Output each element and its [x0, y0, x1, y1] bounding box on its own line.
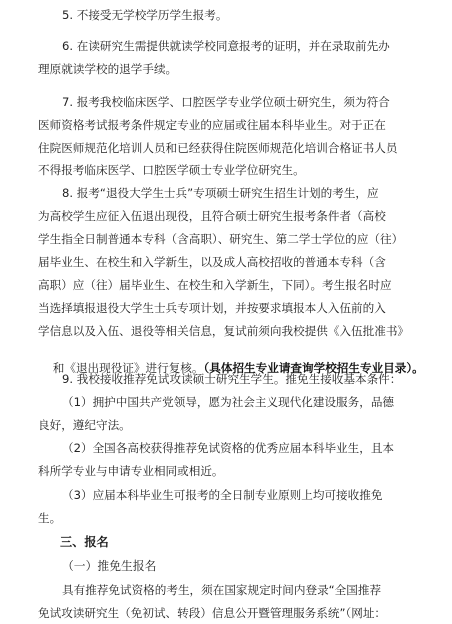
doc-line-12: 高职）应（往）届毕业生、在校生和入学新生，下同）。考生报名时应 [38, 278, 392, 292]
doc-line-6: 住院医师规范化培训人员和已经获得住院医师规范化培训合格证书人员 [38, 141, 398, 155]
doc-line-5: 医师资格考试报考条件规定专业的应届或往届本科毕业生。对于正在 [38, 118, 386, 132]
doc-line-18: 良好，遵纪守法。 [38, 418, 131, 432]
doc-line-7: 不得报考临床医学、口腔医学硕士专业学位研究生。 [38, 163, 305, 177]
doc-line-1: 5. 不接受无学校学历学生报考。 [62, 8, 228, 22]
doc-line-4: 7. 报考我校临床医学、口腔医学专业学位硕士研究生，须为符合 [62, 95, 390, 109]
doc-line-9: 为高校学生应征入伍退出现役，且符合硕士研究生报考条件者（高校 [38, 209, 386, 223]
doc-line-10: 学生指全日制普通本专科（含高职）、研究生、第二学士学位的应（往） [38, 232, 404, 246]
doc-line-15 [38, 347, 424, 375]
doc-line-8: 8. 报考“退役大学生士兵”专项硕士研究生招生计划的考生，应 [62, 186, 379, 200]
doc-line-16: 9. 我校接收推荐免试攻读硕士研究生学生。推免生接收基本条件： [62, 372, 402, 386]
doc-line-26: 免试攻读研究生（免初试、转段）信息公开暨管理服务系统”（网址： [38, 606, 387, 620]
doc-line-17: （1）拥护中国共产党领导，愿为社会主义现代化建设服务，品德 [62, 395, 395, 409]
doc-line-15-text: 和《退出现役证》进行复核。 [52, 361, 204, 375]
subsection-heading-recommended-registration: （一）推免生报名 [62, 559, 157, 573]
doc-line-15-bold-note: （具体招生专业请查询学校招生专业目录）。 [203, 361, 424, 375]
doc-line-2: 6. 在读研究生需提供就读学校同意报考的证明，并在录取前先办 [62, 39, 390, 53]
doc-line-22: 生。 [38, 511, 62, 525]
doc-line-25: 具有推荐免试资格的考生，须在国家规定时间内登录“全国推荐 [62, 583, 382, 597]
doc-line-21: （3）应届本科毕业生可报考的全日制专业原则上均可接收推免 [62, 488, 383, 502]
doc-line-20: 科所学专业与申请专业相同或相近。 [38, 464, 224, 478]
doc-line-19: （2）全国各高校获得推荐免试资格的优秀应届本科毕业生，且本 [62, 441, 395, 455]
doc-line-13: 当选择填报退役大学生士兵专项计划，并按要求填报本人入伍前的入 [38, 301, 386, 315]
doc-line-3: 理原就读学校的退学手续。 [38, 62, 178, 76]
doc-line-11: 届毕业生、在校生和入学新生，以及成人高校招收的普通本专科（含 [38, 255, 386, 269]
doc-line-14: 学信息以及入伍、退役等相关信息，复试前须向我校提供《入伍批准书》 [38, 324, 410, 338]
section-heading-registration: 三、报名 [60, 535, 109, 549]
